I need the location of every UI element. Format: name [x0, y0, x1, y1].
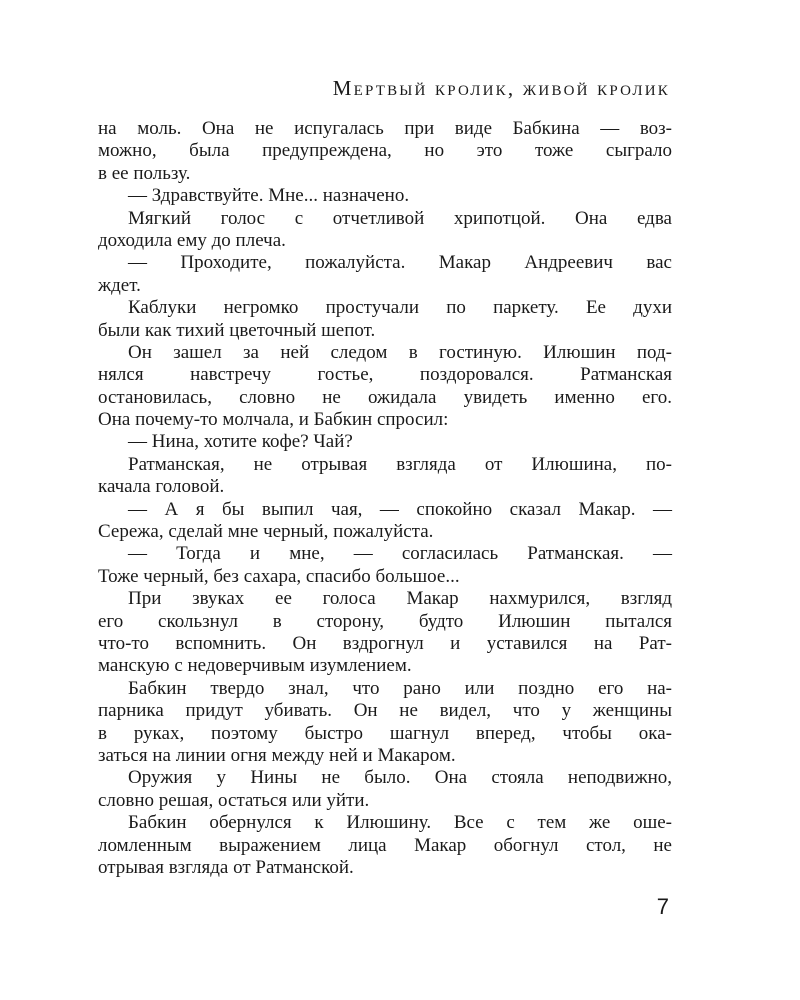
text-line: Мягкий голос с отчетливой хрипотцой. Она едва [128, 207, 672, 229]
text-line: — Тогда и мне, — согласилась Ратманская. — [128, 543, 672, 565]
text-line: — Проходите, пожалуйста. Макар Андреевич вас [128, 252, 672, 274]
text-line: парника придут убивать. Он не видел, что у женщины [98, 700, 672, 722]
text-line: словно решая, остаться или уйти. [98, 789, 370, 811]
text-line: в руках, поэтому быстро шагнул вперед, чтобы ока- [98, 722, 672, 744]
text-line: Бабкин обернулся к Илюшину. Все с тем же оше- [128, 812, 672, 834]
body-text [98, 118, 672, 879]
text-line: Каблуки негромко простучали по паркету. Ее духи [128, 297, 672, 319]
text-line: остановилась, словно не ожидала увидеть именно его. [98, 386, 672, 408]
text-line: можно, была предупреждена, но это тоже сыграло [98, 140, 672, 162]
text-line: что-то вспомнить. Он вздрогнул и уставился на Рат- [98, 632, 672, 654]
text-line: Тоже черный, без сахара, спасибо большое... [98, 565, 460, 587]
running-header-title: Мертвый кролик, живой кролик [332, 76, 670, 100]
text-line: — Нина, хотите кофе? Чай? [128, 431, 353, 453]
text-line: в ее пользу. [98, 162, 191, 184]
text-line: ломленным выражением лица Макар обогнул стол, не [98, 834, 672, 856]
text-line: качала головой. [98, 476, 225, 498]
text-line: — А я бы выпил чая, — спокойно сказал Макар. — [128, 498, 672, 520]
text-line: заться на линии огня между ней и Макаром. [98, 744, 456, 766]
text-line: — Здравствуйте. Мне... назначено. [128, 185, 410, 207]
text-line: Ратманская, не отрывая взгляда от Илюшина, по- [128, 453, 672, 475]
text-line: Бабкин твердо знал, что рано или поздно его на- [128, 677, 672, 699]
text-line: Он зашел за ней следом в гостиную. Илюшин под- [128, 341, 672, 363]
text-line: Оружия у Нины не было. Она стояла неподвижно, [128, 767, 672, 789]
text-line: на моль. Она не испугалась при виде Бабкина — воз- [98, 118, 672, 139]
text-line: нялся навстречу гостье, поздоровался. Ратманская [98, 364, 672, 386]
text-line: отрывая взгляда от Ратманской. [98, 856, 354, 878]
text-line: Сережа, сделай мне черный, пожалуйста. [98, 521, 434, 543]
text-line: Она почему-то молчала, и Бабкин спросил: [98, 409, 449, 431]
text-line: его скользнул в сторону, будто Илюшин пытался [98, 610, 672, 632]
text-line: При звуках ее голоса Макар нахмурился, взгляд [128, 588, 672, 610]
page-number: 7 [656, 894, 669, 919]
text-line: манскую с недоверчивым изумлением. [98, 655, 412, 677]
text-line: были как тихий цветочный шепот. [98, 319, 376, 341]
text-line: ждет. [98, 274, 141, 296]
text-line: доходила ему до плеча. [98, 229, 286, 251]
